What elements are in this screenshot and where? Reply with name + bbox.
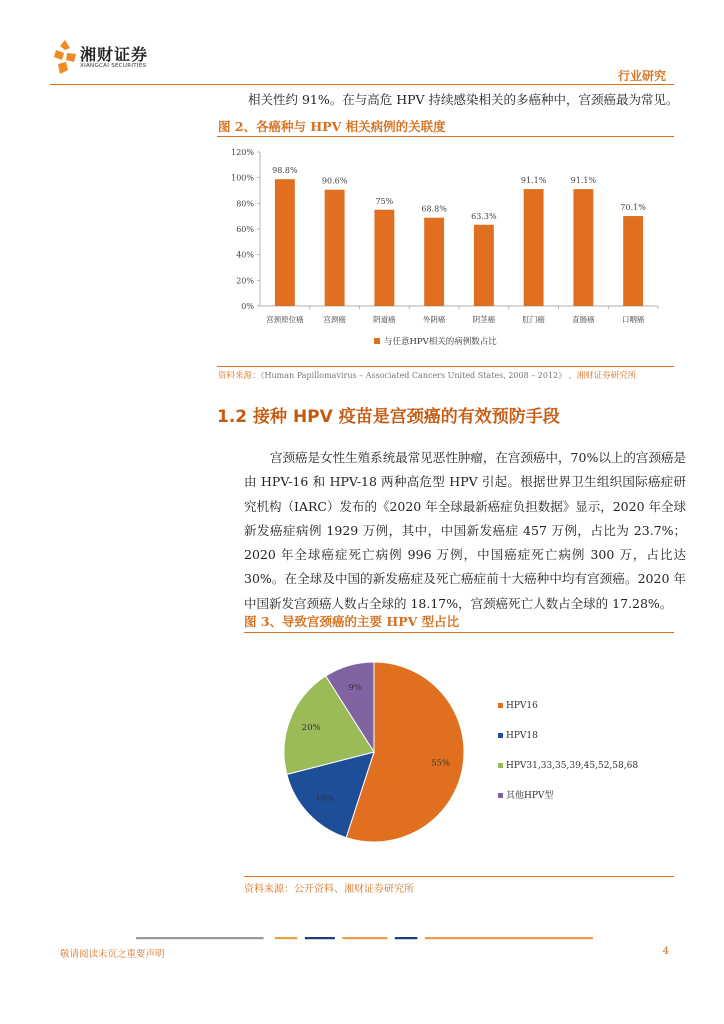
bar-value-label: 75%	[375, 196, 394, 206]
bar-category-label: 阴茎癌	[472, 315, 496, 324]
bar	[374, 210, 394, 306]
section-paragraph-text: 宫颈癌是女性生殖系统最常见恶性肿瘤，在宫颈癌中，70%以上的宫颈癌是由 HPV-16 和 HPV-18 两种高危型 HPV 引起。根据世界卫生组织国际癌症研究机构（IARC）发布的《2020 年全球最新癌症负担数据》显示，2020 年全球新发癌症病例 1929 万例，其中，中国新发癌症 457 万例，占比为 23.7%；2020 年全球癌症死亡病例 996 万例，中国癌症死亡病例 300 万，占比达 30%。在全球及中国的新发癌症及死亡癌症前十大癌种中均有宫颈癌。2020 年中国新发宫颈癌人数占全球的 18.17%，宫颈癌死亡人数占全球的 17.28%。	[244, 450, 687, 611]
bar-category-label: 阴道癌	[373, 315, 396, 324]
bar-category-label: 直肠癌	[572, 315, 595, 324]
figure2-source-body: 《Human Papillomavirus – Associated Cancers United States, 2008 – 2012》 、	[260, 371, 577, 380]
figure3-title-rule	[244, 632, 674, 633]
pie-legend-label: 其他HPV型	[506, 791, 554, 801]
figure2-title: 图 2、各癌种与 HPV 相关病例的关联度	[218, 119, 446, 134]
bar-y-tick-label: 120%	[231, 148, 254, 157]
pie-value-label: 9%	[348, 683, 362, 694]
company-logo	[54, 40, 159, 74]
bar-value-label: 68.8%	[421, 204, 447, 214]
page-number: 4	[662, 946, 669, 957]
bar	[573, 189, 593, 306]
section-heading: 1.2 接种 HPV 疫苗是宫颈癌的有效预防手段	[217, 407, 560, 427]
footer-disclaimer: 敬请阅读末页之重要声明	[60, 949, 165, 960]
figure3-bottom-rule	[244, 876, 674, 877]
bar-category-label: 宫颈癌	[323, 315, 346, 324]
bar	[424, 218, 444, 306]
bar-category-label: 肛门癌	[522, 315, 545, 324]
figure2-source	[218, 369, 636, 381]
pie-legend-swatch	[498, 763, 503, 768]
section-paragraph	[244, 446, 686, 616]
bar-y-tick-label: 100%	[231, 173, 254, 183]
figure2-bottom-rule	[217, 366, 674, 367]
logo-mark-icon	[54, 40, 76, 74]
bar-value-label: 91.1%	[520, 176, 547, 186]
bar-legend-swatch	[374, 338, 380, 344]
pie-legend-swatch	[498, 733, 503, 738]
bar	[474, 225, 494, 306]
footer-divider	[60, 937, 669, 940]
pie-value-label: 55%	[431, 758, 451, 769]
bar	[275, 179, 295, 306]
bar-category-label: 口咽癌	[621, 315, 645, 324]
pie-value-label: 16%	[315, 794, 335, 805]
section-tag: 行业研究	[617, 69, 666, 83]
figure2-source-label: 资料来源：	[218, 371, 261, 381]
bar-y-tick-label: 40%	[236, 250, 254, 260]
logo-en-text: XIANGCAI SECURITIES	[80, 63, 147, 69]
intro-text: 相关性约 91%。在与高危 HPV 持续感染相关的多癌种中，宫颈癌最为常见。	[248, 92, 679, 107]
bar-category-label: 外阴癌	[422, 315, 446, 324]
bar-value-label: 90.6%	[321, 176, 348, 186]
bar-y-tick-label: 0%	[241, 302, 254, 311]
bar	[623, 216, 643, 306]
bar-y-tick-label: 20%	[236, 276, 254, 286]
bar-value-label: 98.8%	[272, 166, 298, 176]
bar-chart	[218, 140, 684, 358]
figure2-source-org: 湘财证券研究所	[576, 371, 637, 381]
bar-value-label: 91.1%	[570, 176, 597, 186]
bar	[325, 190, 345, 306]
figure3-title: 图 3、导致宫颈癌的主要 HPV 型占比	[244, 614, 460, 629]
logo-cn-text: 湘财证券	[80, 45, 149, 64]
bar-y-tick-label: 80%	[236, 199, 254, 209]
figure3-source: 资料来源：公开资料、湘财证券研究所	[244, 884, 414, 895]
pie-legend-swatch	[498, 703, 503, 708]
pie-legend-label: HPV31,33,35,39,45,52,58,68	[506, 761, 639, 771]
header-divider	[50, 84, 674, 85]
figure2-title-rule	[217, 136, 674, 137]
bar-legend-label: 与任意HPV相关的病例数占比	[384, 337, 497, 347]
bar-value-label: 70.1%	[620, 203, 646, 213]
bar-y-tick-label: 60%	[236, 225, 254, 234]
pie-value-label: 20%	[301, 723, 321, 734]
pie-legend-swatch	[498, 793, 503, 798]
bar-value-label: 63.3%	[471, 211, 497, 221]
bar	[524, 189, 544, 306]
bar-category-label: 宫颈原位癌	[266, 315, 304, 324]
pie-chart	[244, 640, 674, 870]
pie-legend-label: HPV18	[506, 731, 538, 741]
pie-legend-label: HPV16	[506, 701, 538, 711]
